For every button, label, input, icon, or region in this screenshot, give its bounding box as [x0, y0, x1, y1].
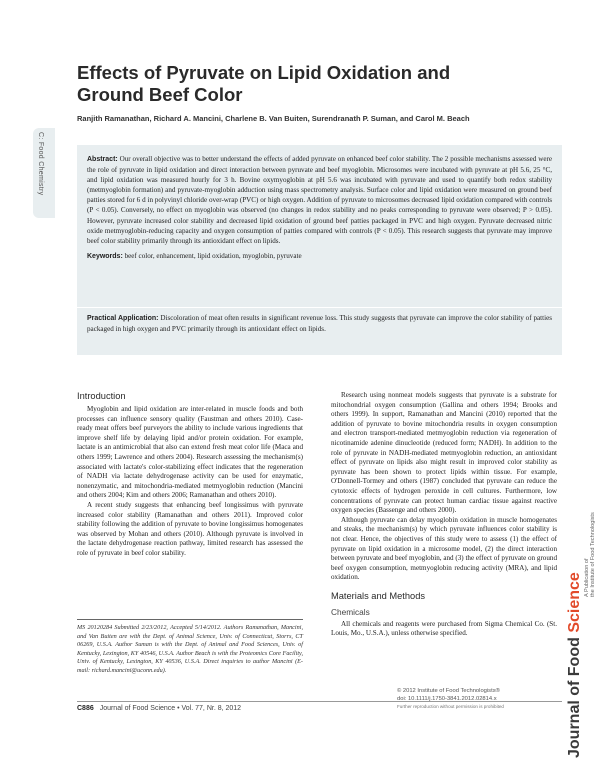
practical-application-box — [77, 307, 562, 353]
section-tab-label: C: Food Chemistry — [37, 132, 44, 196]
practical-application — [87, 313, 552, 334]
paper-title: Effects of Pyruvate on Lipid Oxidation and Ground Beef Color — [77, 62, 451, 105]
abstract-text: Our overall objective was to better understand the effects of added pyruvate on enhanced beef color stability. The 2 possible mechanisms assessed were the role of pyruvate in lipid oxidation and direct interaction between pyruvate and beef myoglobin. Microsomes were incubated with pyruvate at pH 5.6, 25 °C, and lipid oxidation was measured hourly for 3 h. Bovine oxymyoglobin at pH 5.6 was incubated with pyruvate and used to quantify both redox stability (metmyoglobin formation) and pyruvate-myoglobin adduction using mass spectrometry analysis. Surface color and lipid oxidation were measured on ground beef patties stored for 6 d in polyvinyl chloride over-wrap (PVC) or high oxygen. Addition of pyruvate to microsomes decreased lipid oxidation compared with controls (P < 0.05). Conversely, no effect on myoglobin was observed (no changes in redox stability and no peaks corresponding to pyruvate were observed; P > 0.05). However, pyruvate increased color stability and decreased lipid oxidation of ground beef patties packaged in PVC and high oxygen. Pyruvate decreased nitric oxide metmyoglobin-reducing capacity and oxygen consumption of patties compared with controls (P < 0.05). This research suggests that pyruvate may improve beef color stability primarily through its antioxidant effect on lipids. — [87, 155, 552, 245]
intro-paragraph-2: A recent study suggests that enhancing beef longissimus with pyruvate increased color stability (Ramanathan and others 2011). Improved color stability following the addition of pyruvate to bovine longissimus homogenates was observed by Mohan and others (2010). Although pyruvate is involved in the lactate dehydrogenase reaction pathway, limited research has assessed the role of pyruvate in beef color stability. — [77, 500, 303, 557]
keywords — [87, 252, 552, 260]
practical-application-label: Practical Application: — [87, 315, 159, 322]
journal-logo-text: Journal of Food — [566, 637, 583, 758]
footer-publication-info — [397, 688, 562, 711]
left-column — [77, 391, 303, 559]
reproduction-notice: Further reproduction without permission is prohibited — [397, 704, 504, 710]
intro-heading: Introduction — [77, 391, 126, 401]
publisher-tagline — [584, 512, 597, 597]
intro-paragraph-3: Research using nonmeat models suggests that pyruvate is a substrate for mitochondrial oxygen consumption (Gallina and others 1994; Brooks and others 1999). In support, Ramanathan and Mancini (2010) reported that the addition of pyruvate to bovine mitochondria results in oxygen consumption and electron transport-mediated metmyoglobin reduction via regeneration of nicotinamide adenine dinucleotide (reduced form; NADH). In addition to the role of pyruvate in NADH-mediated metmyoglobin reduction, an antioxidant effect of pyruvate on lipids also might result in improved color stability as pyruvate has been shown to protect lipids within tissue. For example, O'Donnell-Tormey and others (1987) concluded that pyruvate can reduce the cytotoxic effects of hydrogen peroxide in cell cultures. Furthermore, low concentrations of pyruvate can protect human cardiac tissue against reactive oxygen species (Bassenge and others 2000). — [331, 391, 557, 515]
doi: doi: 10.1111/j.1750-3841.2012.02814.x — [397, 695, 497, 702]
intro-paragraph-4: Although pyruvate can delay myoglobin oxidation in muscle homogenates and steaks, the mechanism(s) by which pyruvate influences color stability is not clear. Hence, the objectives of this study were to assess (1) the effect of pyruvate on lipid oxidation in a microsome model, (2) the direct interaction between pyruvate and beef myoglobin, and (3) the effect of pyruvate on ground beef oxygen consumption, metmyoglobin reducing activity (MRA), and lipid oxidation. — [331, 515, 557, 582]
footer-journal — [77, 705, 241, 712]
footer-divider — [77, 701, 562, 702]
submission-footnote: MS 20120284 Submitted 2/23/2012, Accepted 5/14/2012. Authors Ramanathan, Mancini, and Van Buiten are with the Dept. of Animal Science, Univ. of Connecticut, Storrs, CT 06269, U.S.A. Author Suman is with the Dept. of Animal and Food Sciences, Univ. of Kentucky, Lexington, KY 40546, U.S.A. Author Beach is with the Proteomics Core Facility, Univ. of Kentucky, Lexington, KY 40536, U.S.A. Direct inquiries to author Mancini (E-mail: richard.mancini@uconn.edu). — [77, 619, 303, 676]
author-list: Ranjith Ramanathan, Richard A. Mancini, Charlene B. Van Buiten, Surendranath P. Suman, and Carol M. Beach — [77, 114, 470, 123]
intro-paragraph-1: Myoglobin and lipid oxidation are inter-related in muscle foods and both processes can influence sensory quality (Faustman and others 2010). Case-ready meat offers beef purveyors the ability to include various ingredients that improve shelf life by delaying lipid and/or protein oxidation. For example, lactate is an antimicrobial that also can extend fresh meat color life (Maca and others 1999; Lawrence and others 2004). Research assessing the mechanism(s) associated with lactate's color-stabilizing effect indicates that the regeneration of NADH via lactate dehydrogenase activity can be used for enzymatic, nonenzymatic, and mitochondria-mediated metmyoglobin reduction (Mancini and others 2004; Kim and others 2006; Ramanathan and others 2010). — [77, 405, 303, 500]
chemicals-subheading: Chemicals — [331, 606, 370, 617]
journal-logo-science: Science — [566, 572, 583, 638]
publisher-tagline-line1: A Publication of — [584, 558, 590, 597]
methods-heading: Materials and Methods — [331, 590, 426, 601]
copyright: © 2012 Institute of Food Technologists® — [397, 688, 500, 694]
abstract — [87, 154, 552, 246]
abstract-label: Abstract: — [87, 156, 118, 163]
journal-logo — [566, 572, 584, 758]
practical-application-text: Discoloration of meat often results in significant revenue loss. This study suggests that pyruvate can improve the color stability of patties packaged in high oxygen and PVC primarily through its antioxidant effect on lipids. — [87, 314, 553, 334]
page-number: C886 — [77, 705, 94, 712]
methods-paragraph-1: All chemicals and reagents were purchased from Sigma Chemical Co. (St. Louis, Mo., U.S.A.), unless otherwise specified. — [331, 619, 557, 638]
keywords-text: beef color, enhancement, lipid oxidation, myoglobin, pyruvate — [124, 251, 302, 260]
publisher-tagline-line2: the Institute of Food Technologists — [590, 512, 597, 597]
journal-citation: Journal of Food Science • Vol. 77, Nr. 8, 2012 — [99, 705, 242, 712]
right-column — [331, 391, 557, 639]
keywords-label: Keywords: — [87, 252, 123, 260]
